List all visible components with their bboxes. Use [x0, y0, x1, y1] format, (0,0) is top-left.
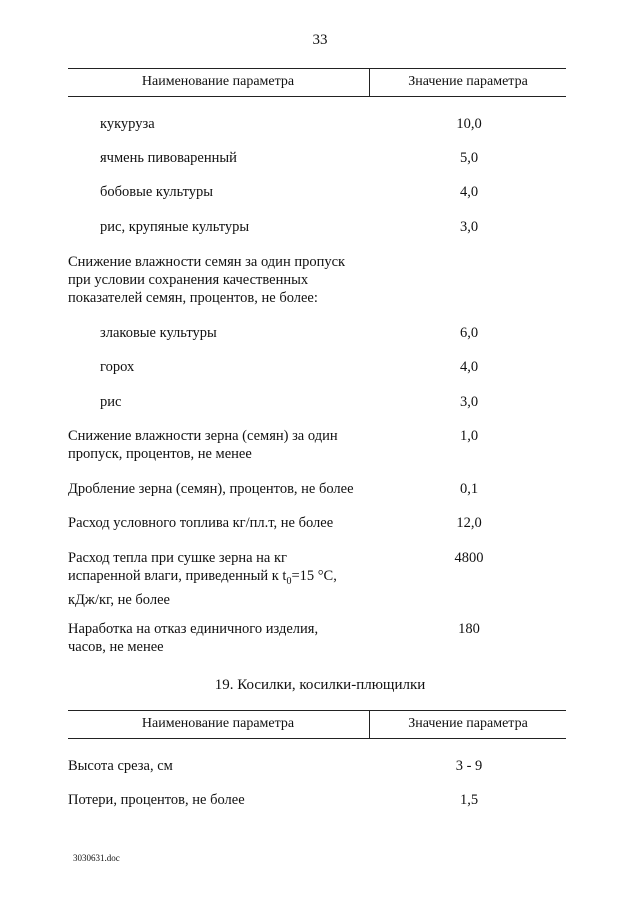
param-name: Снижение влажности зерна (семян) за один пропуск, процентов, не менее	[68, 428, 338, 462]
param-value: 180	[458, 621, 480, 637]
header-name-column: Наименование параметра	[141, 74, 295, 89]
parameters-table-1	[68, 68, 566, 668]
param-value: 4,0	[459, 359, 479, 375]
param-name: Расход условного топлива кг/пл.т, не более	[68, 515, 334, 531]
table-header	[68, 68, 566, 97]
param-value: 1,5	[459, 792, 479, 808]
param-value: 3 - 9	[455, 758, 483, 774]
page-number: 33	[312, 32, 328, 48]
param-name: Высота среза, см	[68, 758, 173, 774]
param-name: злаковые культуры	[100, 325, 217, 341]
table-header	[68, 710, 566, 739]
param-name: рис	[100, 394, 122, 410]
param-name: кукуруза	[100, 116, 155, 132]
header-name-column: Наименование параметра	[141, 716, 295, 731]
parameters-table-2	[68, 710, 566, 820]
param-value: 5,0	[459, 150, 479, 166]
param-name	[68, 549, 358, 609]
param-value: 1,0	[459, 428, 479, 444]
param-value: 6,0	[459, 325, 479, 341]
param-name-subscript: 0	[286, 575, 292, 587]
param-name-part1: Расход тепла при сушке зерна на кг испаренной влаги, приведенный к t	[68, 550, 287, 584]
param-value: 4,0	[459, 184, 479, 200]
param-name: горох	[100, 359, 135, 375]
param-value: 3,0	[459, 219, 479, 235]
param-name: Снижение влажности семян за один пропуск при условии сохранения качественных показателей семян, процентов, не более:	[68, 254, 346, 306]
param-name: бобовые культуры	[100, 184, 214, 200]
section-title: 19. Косилки, косилки-плющилки	[214, 677, 426, 693]
param-name: Дробление зерна (семян), процентов, не более	[68, 481, 354, 497]
param-name: Потери, процентов, не более	[68, 792, 245, 808]
param-value: 10,0	[456, 116, 482, 132]
param-name: рис, крупяные культуры	[100, 219, 250, 235]
param-name: ячмень пивоваренный	[100, 150, 237, 166]
document-filename: 3030631.doc	[73, 853, 120, 863]
param-name: Наработка на отказ единичного изделия, часов, не менее	[68, 621, 319, 655]
param-value: 12,0	[456, 515, 482, 531]
param-value: 0,1	[459, 481, 479, 497]
param-value: 3,0	[459, 394, 479, 410]
param-name-part2: =15 °С, кДж/кг, не более	[68, 568, 337, 608]
header-value-column: Значение параметра	[369, 69, 566, 96]
header-value-column: Значение параметра	[369, 711, 566, 738]
param-value: 4800	[454, 550, 484, 566]
